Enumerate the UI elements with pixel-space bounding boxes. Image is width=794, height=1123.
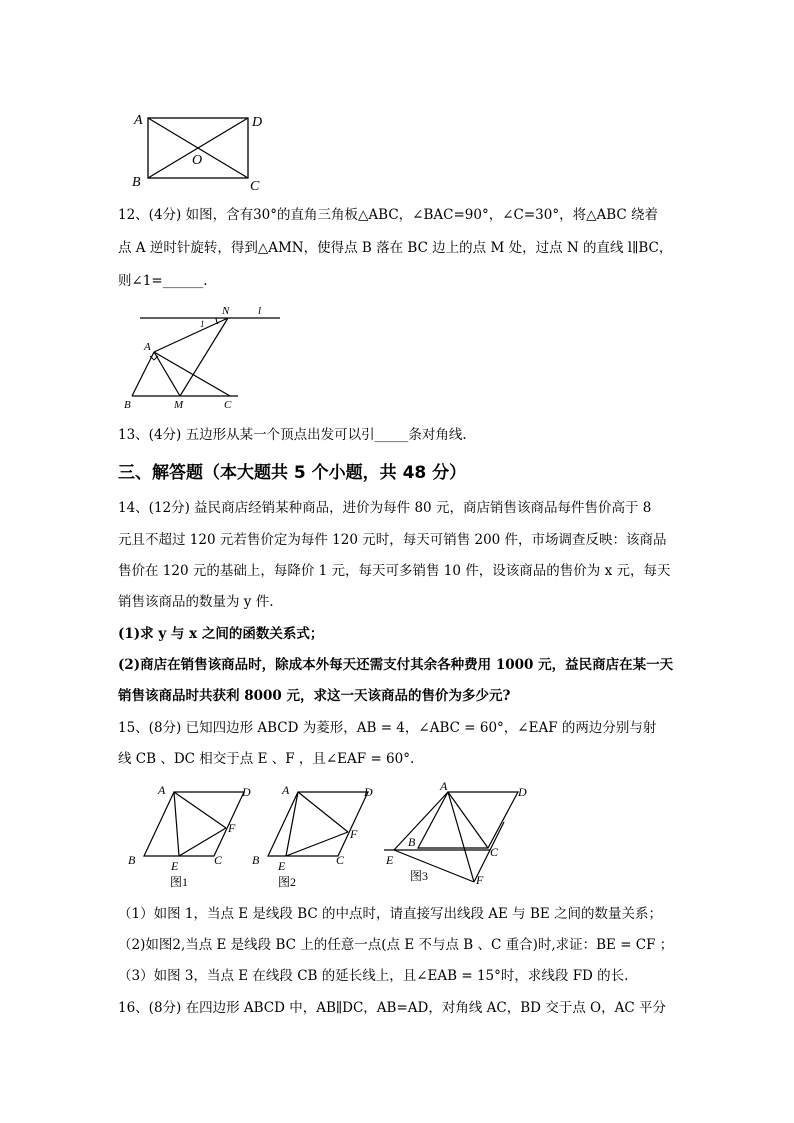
figure-1-rhombus: [124, 780, 264, 892]
q12-line-2: 点 A 逆时针旋转，得到△AMN，使得点 B 落在 BC 边上的点 M 处，过点 N 的直线 l∥BC，: [118, 240, 673, 256]
q14-part-2a: (2)商店在销售该商品时，除成本外每天还需支付其余各种费用 1000 元，益民商店在某一天: [118, 657, 674, 673]
label-e: E: [171, 859, 179, 873]
label-e: E: [278, 859, 286, 873]
q15-sub-3: （3）如图 3，当点 E 在线段 CB 的延长线上，且∠EAB = 15°时，求线段 FD 的长.: [118, 968, 629, 984]
label-e: E: [386, 853, 394, 867]
label-angle-1: 1: [200, 319, 205, 329]
label-l: l: [258, 305, 262, 317]
q16-line-1: 16、(8分) 在四边形 ABCD 中，AB∥DC，AB=AD，对角线 AC，BD 交于点 O，AC 平分: [118, 1000, 666, 1016]
figure-3-rhombus: [380, 778, 540, 892]
q12-line-1: 12、(4分) 如图，含有30°的直角三角板△ABC，∠BAC=90°，∠C=30°，将△ABC 绕着: [118, 207, 659, 223]
label-b: B: [132, 175, 141, 190]
label-f: F: [228, 821, 236, 835]
figure-2-rhombus: [248, 780, 388, 892]
q14-line-2: 元且不超过 120 元若售价定为每件 120 元时，每天可销售 200 件，市场调查反映：该商品: [118, 532, 667, 548]
figure-q12-triangles: [118, 300, 288, 412]
section-3-heading: 三、解答题（本大题共 5 个小题，共 48 分）: [118, 463, 467, 483]
label-a: A: [440, 779, 448, 793]
label-d: D: [242, 785, 251, 799]
q14-line-1: 14、(12分) 益民商店经销某种商品，进价为每件 80 元，商店销售该商品每件售价高于 8: [118, 500, 652, 516]
label-b: B: [252, 853, 260, 867]
label-m: M: [174, 399, 184, 411]
label-a: A: [282, 783, 290, 797]
label-b: B: [124, 399, 131, 411]
label-a: A: [144, 341, 151, 353]
figure-3-caption: 图3: [410, 869, 429, 883]
label-b: B: [128, 853, 136, 867]
q14-line-4: 销售该商品的数量为 y 件.: [118, 594, 274, 610]
figure-2-caption: 图2: [278, 875, 297, 889]
figure-1-caption: 图1: [170, 875, 189, 889]
q15-sub-1: （1）如图 1，当点 E 是线段 BC 的中点时，请直接写出线段 AE 与 BE 之间的数量关系；: [118, 906, 663, 922]
label-d: D: [252, 115, 263, 130]
label-c: C: [214, 853, 223, 867]
label-c: C: [336, 853, 345, 867]
q15-line-2: 线 CB 、DC 相交于点 E 、F ，且∠EAF = 60°.: [118, 751, 415, 767]
label-c: C: [250, 179, 260, 192]
label-a: A: [158, 783, 166, 797]
q13-line-1: 13、(4分) 五边形从某一个顶点出发可以引_____条对角线.: [118, 427, 467, 443]
label-c: C: [224, 399, 232, 411]
label-o: O: [192, 153, 203, 168]
label-d: D: [518, 785, 527, 799]
label-f: F: [476, 873, 484, 887]
q14-line-3: 售价在 120 元的基础上，每降价 1 元，每天可多销售 10 件，设该商品的售价为 x 元，每天: [118, 563, 671, 579]
q15-line-1: 15、(8分) 已知四边形 ABCD 为菱形，AB = 4，∠ABC = 60°，∠EAF 的两边分别与射: [118, 720, 657, 736]
q12-line-3: 则∠1=______.: [118, 273, 208, 289]
q15-sub-2: （2)如图2,当点 E 是线段 BC 上的任意一点(点 E 不与点 B 、C 重合)时,求证：BE = CF ；: [118, 937, 674, 953]
label-n: N: [222, 305, 230, 317]
label-b: B: [408, 835, 416, 849]
label-d: D: [364, 785, 373, 799]
q14-part-1: (1)求 y 与 x 之间的函数关系式；: [118, 626, 324, 642]
label-f: F: [350, 827, 358, 841]
figure-rectangle-abcd: [120, 104, 280, 192]
q14-part-2b: 销售该商品时共获利 8000 元，求这一天该商品的售价为多少元?: [118, 688, 511, 704]
label-a: A: [134, 113, 143, 128]
label-c: C: [490, 845, 499, 859]
